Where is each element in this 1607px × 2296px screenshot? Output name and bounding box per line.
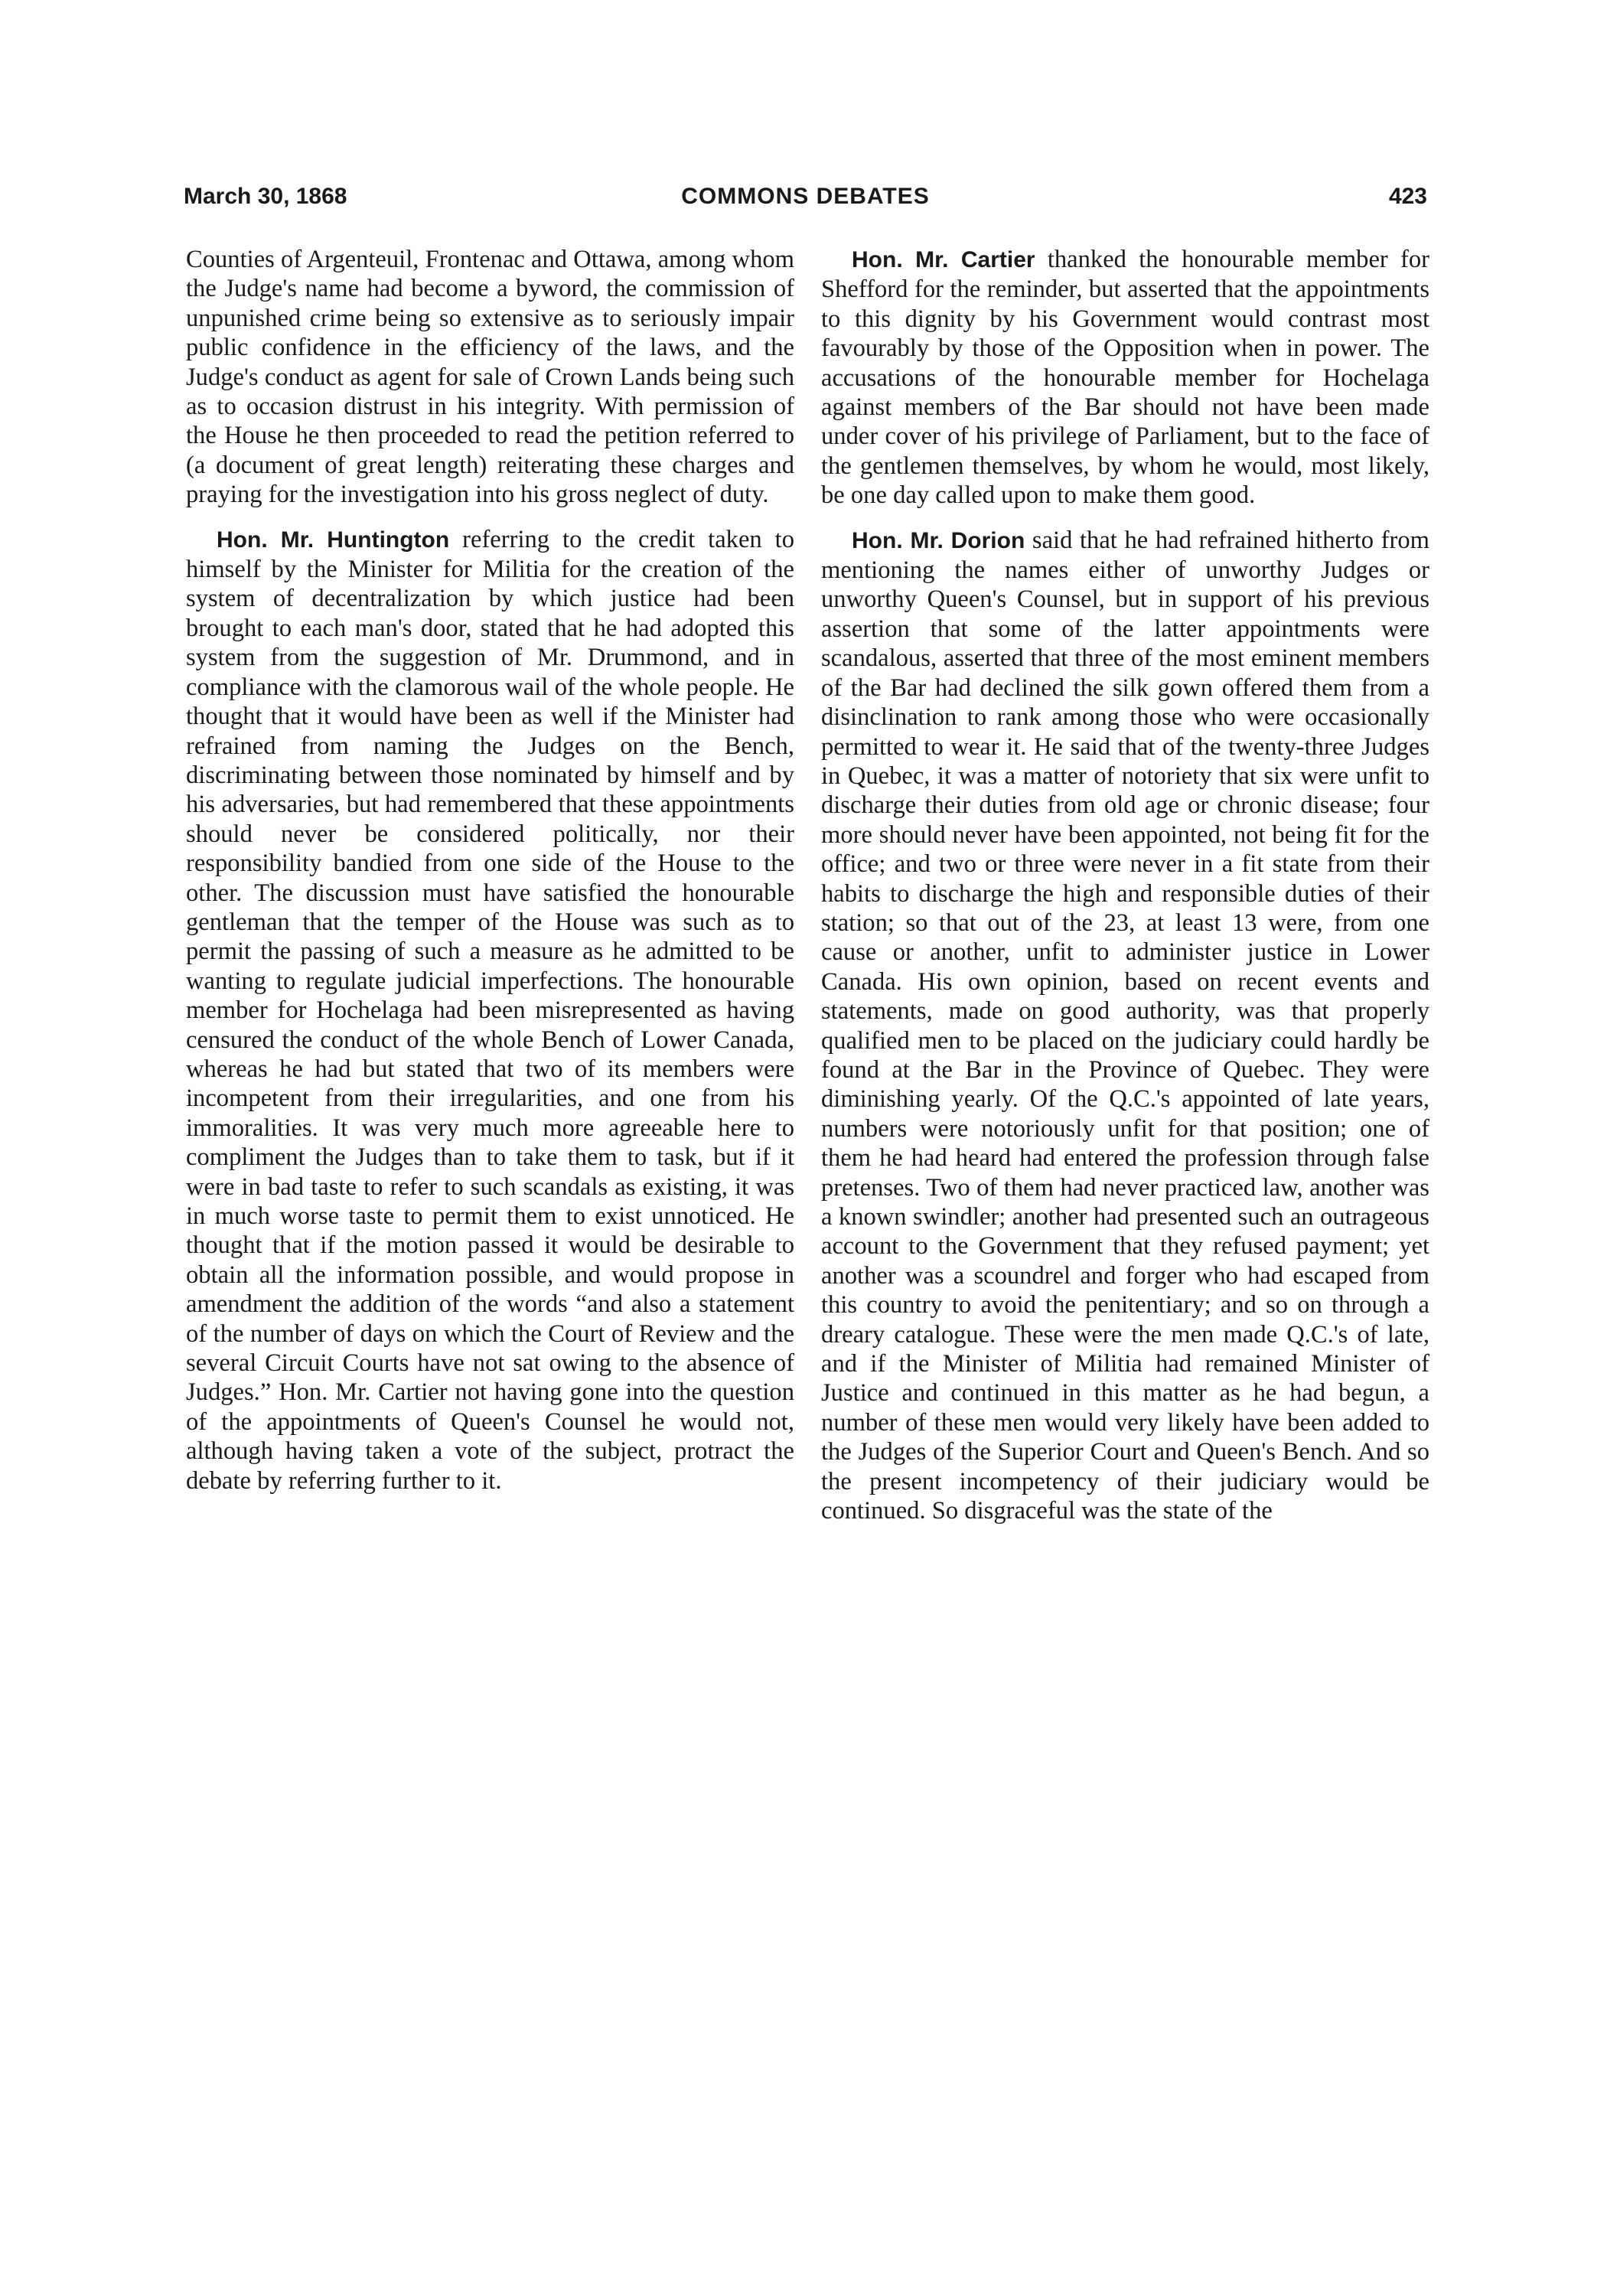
right-column [821, 245, 1429, 1525]
paragraph-text: referring to the credit taken to himself by the Minister for Militia for the creation of the system of decentralization by which justice had been brought to each man's door, stated that he had adopted this system from the suggestion of Mr. Drummond, and in compliance with the clamorous wail of the whole people. He thought that it would have been as well if the Minister had refrained from naming the Judges on the Bench, discriminating between those nominated by himself and by his adversaries, but had remembered that these appointments should never be considered politically, nor their responsibility bandied from one side of the House to the other. The discussion must have satisfied the honourable gentleman that the temper of the House was such as to permit the passing of such a measure as he admitted to be wanting to regulate judicial imperfections. The honourable member for Hochelaga had been misrepresented as having censured the conduct of the whole Bench of Lower Canada, whereas he had but stated that two of its members were incompetent from their irregularities, and one from his immoralities. It was very much more agreeable here to compliment the Judges than to take them to task, but if it were in bad taste to refer to such scandals as existing, it was in much worse taste to permit them to exist unnoticed. He thought that if the motion passed it would be desirable to obtain all the information possible, and would propose in amendment the addition of the words “and also a statement of the number of days on which the Court of Review and the several Circuit Courts have not sat owing to the absence of Judges.” Hon. Mr. Cartier not having gone into the question of the appointments of Queen's Counsel he would not, although having taken a vote of the subject, protract the debate by referring further to it. [186, 525, 794, 1495]
paragraph-text: Counties of Argenteuil, Frontenac and Ottawa, among whom the Judge's name had become a byword, the commission of unpunished crime being so extensive as to seriously impair public confidence in the efficiency of the laws, and the Judge's conduct as agent for sale of Crown Lands being such as to occasion distrust in his integrity. With permission of the House he then proceeded to read the petition referred to (a document of great length) reiterating these charges and praying for the investigation into his gross neglect of duty. [186, 246, 794, 509]
paragraph-text: thanked the honourable member for Shefford for the reminder, but asserted that the appointments to this dignity by his Government would contrast most favourably by those of the Opposition when in power. The accusations of the honourable member for Hochelaga against members of the Bar should not have been made under cover of his privilege of Parliament, but to the face of the gentlemen themselves, by whom he would, most likely, be one day called upon to make them good. [821, 246, 1429, 510]
page-number: 423 [1388, 184, 1427, 209]
header-title: COMMONS DEBATES [681, 184, 930, 209]
header-date: March 30, 1868 [184, 184, 347, 209]
paragraph [821, 245, 1429, 510]
paragraph-text: said that he had refrained hitherto from mentioning the names either of unworthy Judges or unworthy Queen's Counsel, but in support of his previous assertion that some of the latter appointments were scandalous, asserted that three of the most eminent members of the Bar had declined the silk gown offered them from a disinclination to rank among those who were occasionally permitted to wear it. He said that of the twenty-three Judges in Quebec, it was a matter of notoriety that six were unfit to discharge their duties from old age or chronic disease; four more should never have been appointed, not being fit for the office; and two or three were never in a fit state from their habits to discharge the high and responsible duties of their station; so that out of the 23, at least 13 were, from one cause or another, unfit to administer justice in Lower Canada. His own opinion, based on recent events and statements, made on good authority, was that properly qualified men to be placed on the judiciary could hardly be found at the Bar in the Province of Quebec. They were diminishing yearly. Of the Q.C.'s appointed of late years, numbers were notoriously unfit for that position; one of them he had heard had entered the profession through false pretenses. Two of them had never practiced law, another was a known swindler; another had presented such an outrageous account to the Government that they refused payment; yet another was a scoundrel and forger who had escaped from this country to avoid the penitentiary; and so on through a dreary catalogue. These were the men made Q.C.'s of late, and if the Minister of Militia had remained Minister of Justice and continued in this matter as he had begun, a number of these men would very likely have been added to the Judges of the Superior Court and Queen's Bench. And so the present incompetency of their judiciary would be continued. So disgraceful was the state of the [821, 526, 1429, 1525]
page-header [184, 184, 1427, 222]
paragraph [186, 245, 794, 510]
paragraph [186, 525, 794, 1495]
speaker-name: Hon. Mr. Dorion [852, 527, 1025, 553]
speaker-name: Hon. Mr. Cartier [852, 247, 1035, 272]
paragraph [821, 526, 1429, 1526]
speaker-name: Hon. Mr. Huntington [217, 527, 450, 553]
left-column [186, 245, 794, 1495]
